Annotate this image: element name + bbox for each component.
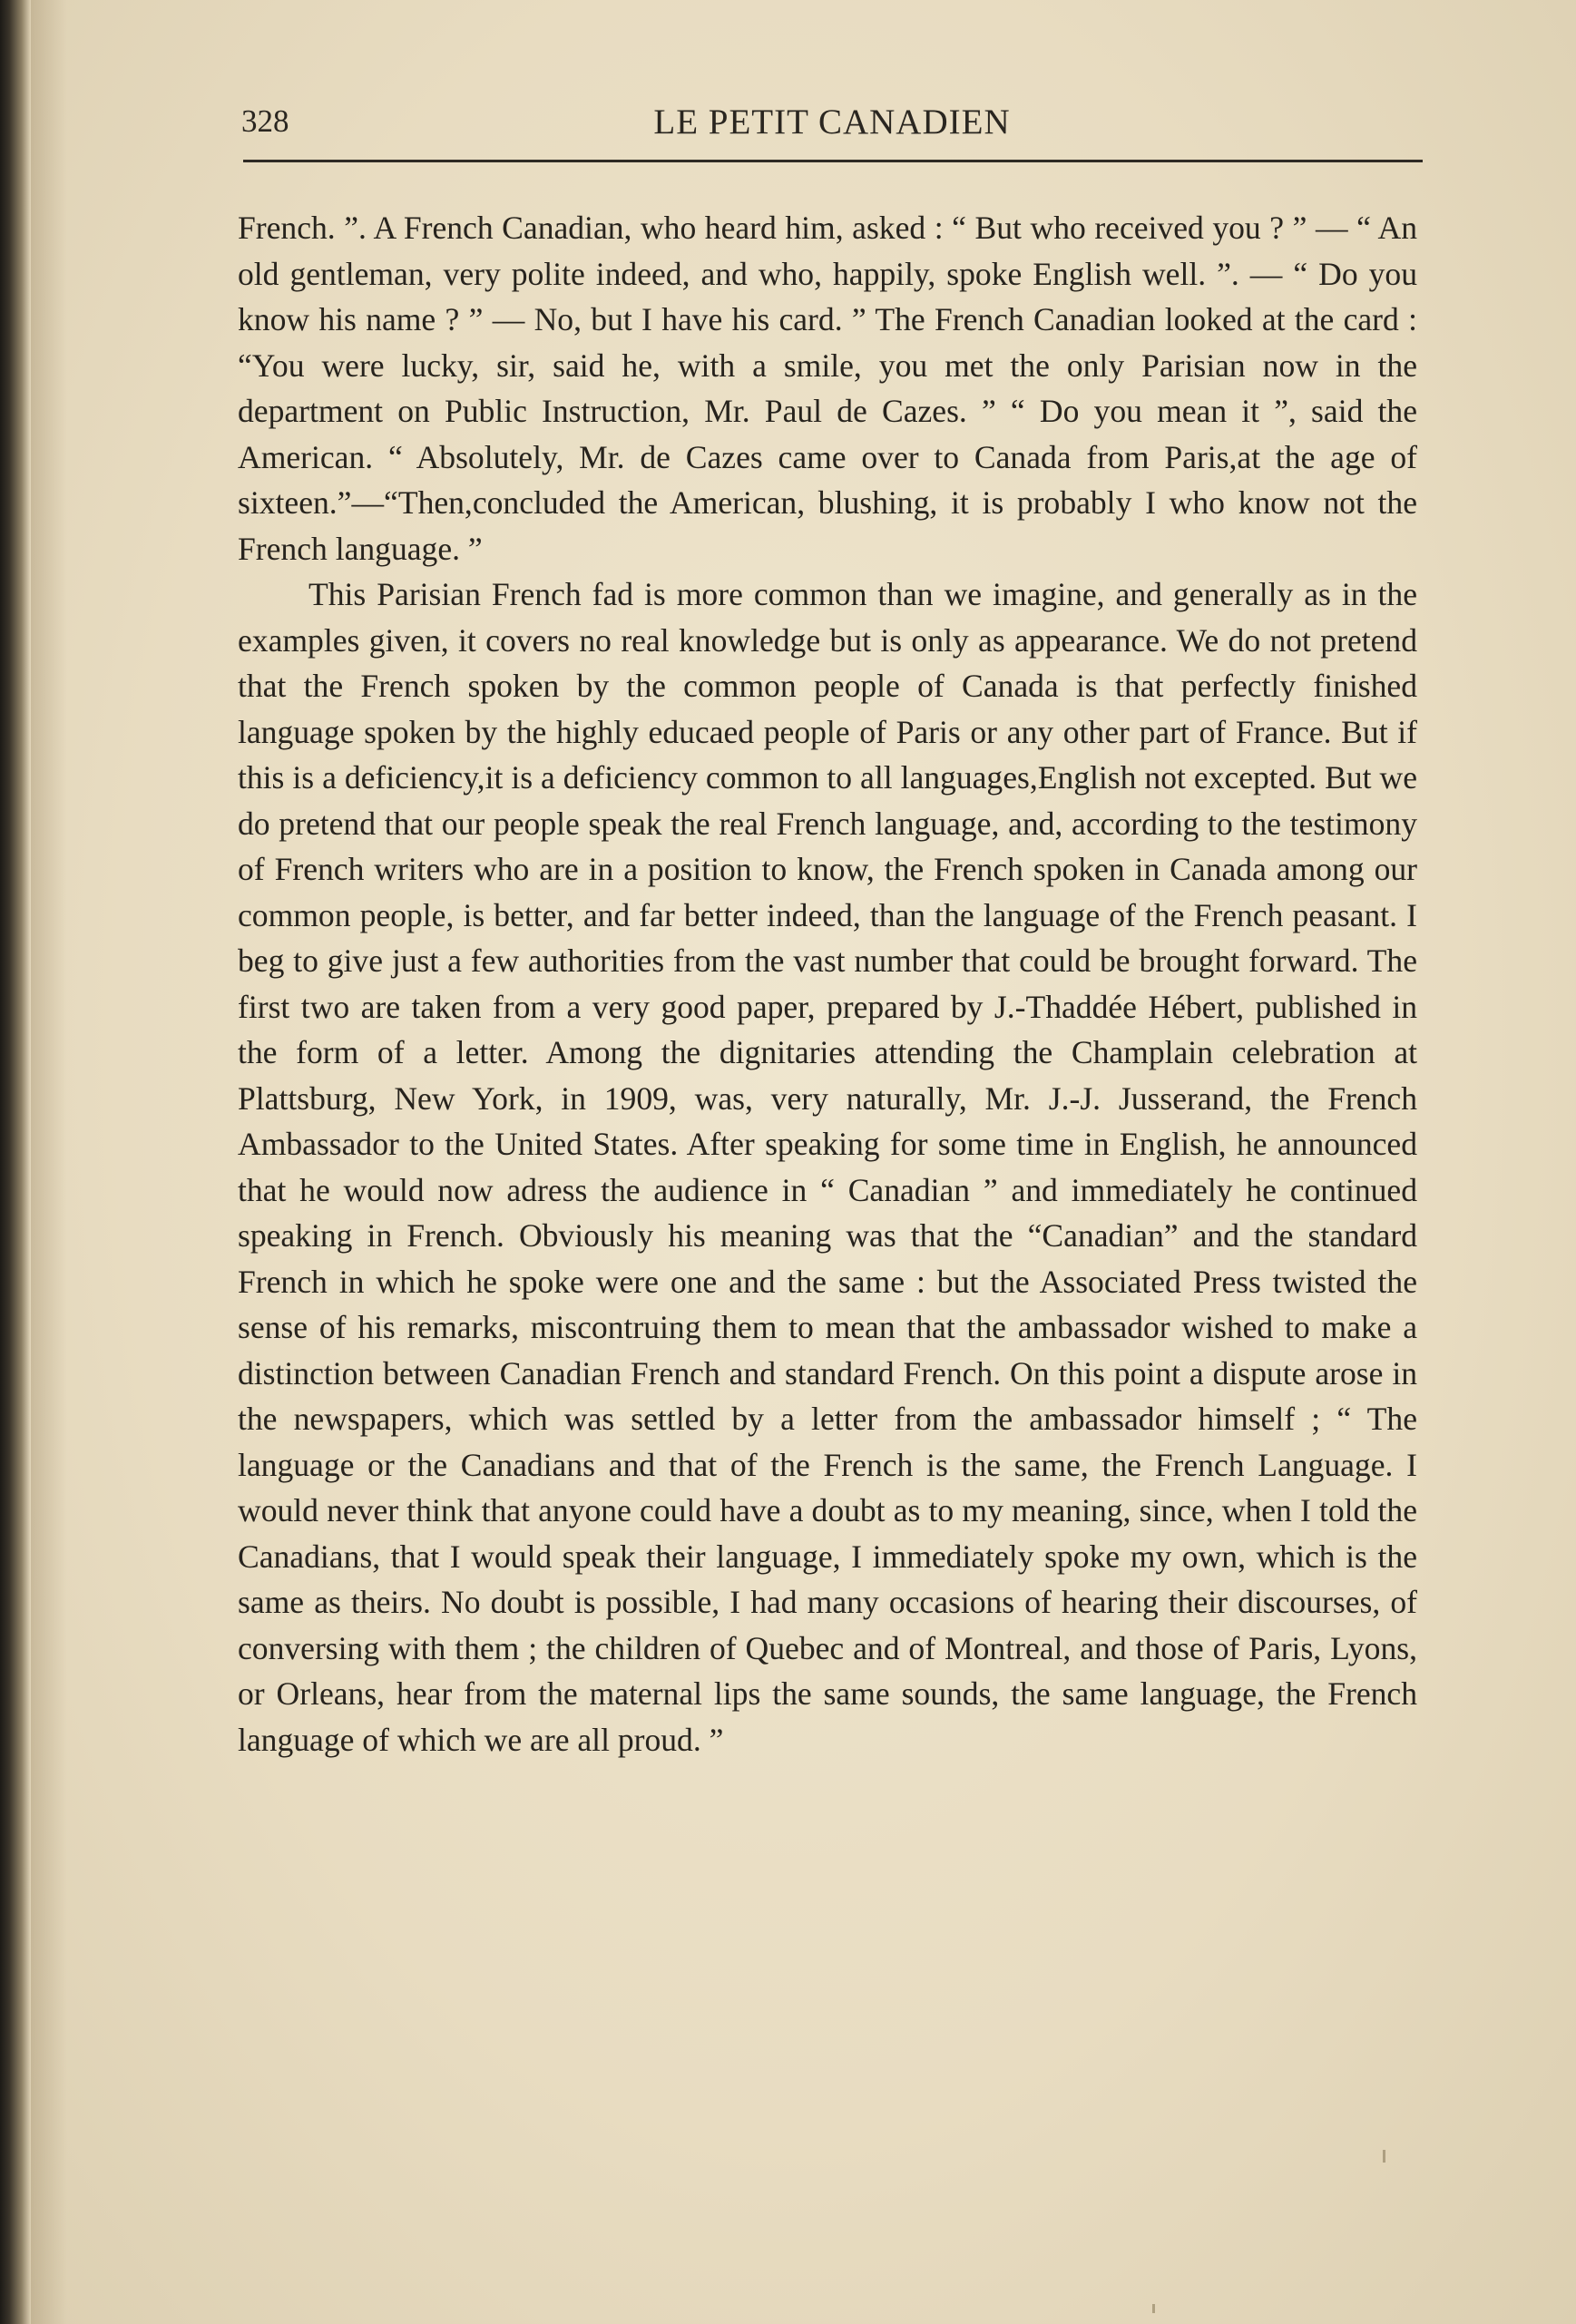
running-title: LE PETIT CANADIEN	[653, 103, 1011, 142]
paper-speck	[1152, 2304, 1155, 2313]
binding-shadow	[0, 0, 31, 2324]
header-rule	[243, 160, 1423, 162]
paragraph-1: French. ”. A French Canadian, who heard him, asked : “ But who received you ? ” — “ An old gentleman, very polite indeed, and who, happily, spoke English well. ”. — “ Do you know his name ? ” — No, but I have his card. ” The French Canadian looked at the card : “You were lucky, sir, said he, with a smile, you met the only Parisian now in the department on Public Instruction, Mr. Paul de Cazes. ” “ Do you mean it ”, said the American. “ Absolutely, Mr. de Cazes came over to Canada from Paris,at the age of sixteen.”—“Then,concluded the American, blushing, it is probably I who know not the French language. ”	[238, 210, 1417, 567]
page-edge-tint	[31, 0, 67, 2324]
page-number: 328	[241, 103, 289, 139]
page-header	[238, 98, 1426, 152]
paper-speck	[1383, 2150, 1385, 2163]
body-text	[238, 205, 1417, 1763]
paragraph-2: This Parisian French fad is more common than we imagine, and generally as in the examples given, it covers no real knowledge but is only as appearance. We do not pretend that the French spoken by the common people of Canada is that perfectly finished language spoken by the highly educaed people of Paris or any other part of France. But if this is a deficiency,it is a deficiency common to all languages,English not excepted. But we do pretend that our people speak the real French language, and, according to the testimony of French writers who are in a position to know, the French spoken in Canada among our common people, is better, and far better indeed, than the language of the French peasant. I beg to give just a few authorities from the vast number that could be brought forward. The first two are taken from a very good paper, prepared by J.-Thaddée Hébert, published in the form of a letter. Among the dignitaries attending the Champlain celebration at Plattsburg, New York, in 1909, was, very naturally, Mr. J.-J. Jusserand, the French Ambassador to the United States. After speaking for some time in English, he announced that he would now adress the audience in “ Canadian ” and immediately he continued speaking in French. Obviously his meaning was that the “Canadian” and the standard French in which he spoke were one and the same : but the Associated Press twisted the sense of his remarks, miscontruing them to mean that the ambassador wished to make a distinction between Canadian French and standard French. On this point a dispute arose in the newspapers, which was settled by a letter from the ambassador himself ; “ The language or the Canadians and that of the French is the same, the French Language. I would never think that anyone could have a doubt as to my meaning, since, when I told the Canadians, that I would speak their language, I immediately spoke my own, which is the same as theirs. No doubt is possible, I had many occasions of hearing their discourses, of conversing with them ; the children of Quebec and of Montreal, and those of Paris, Lyons, or Orleans, hear from the maternal lips the same sounds, the same language, the French language of which we are all proud. ”	[238, 576, 1417, 1758]
